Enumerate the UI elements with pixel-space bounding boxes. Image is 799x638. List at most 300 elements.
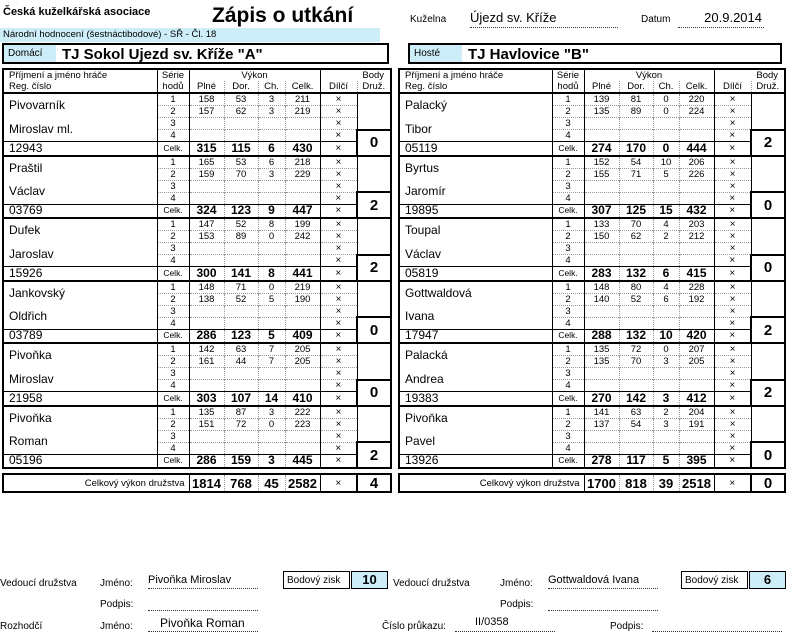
player-row xyxy=(399,406,785,419)
player-reg: 12943 xyxy=(3,142,157,156)
series-x: × xyxy=(320,118,357,130)
series-dor: 54 xyxy=(619,156,653,169)
series-plne xyxy=(189,305,224,317)
player-row xyxy=(399,142,785,156)
series-dor: 71 xyxy=(224,281,258,294)
series-celk: 212 xyxy=(679,231,714,243)
celk-label: Celk. xyxy=(552,204,584,218)
series-number: 1 xyxy=(552,218,584,231)
series-number: 1 xyxy=(552,281,584,294)
player-row xyxy=(3,343,391,356)
col-druz-header: Druž. xyxy=(357,81,391,93)
player-row xyxy=(399,267,785,281)
series-celk xyxy=(679,368,714,380)
series-plne xyxy=(584,118,619,130)
total-x: × xyxy=(714,392,751,406)
series-ch: 3 xyxy=(653,356,679,368)
player-row xyxy=(399,343,785,356)
total-x: × xyxy=(320,204,357,218)
total-x: × xyxy=(320,329,357,343)
team-total-plne: 1814 xyxy=(189,474,224,492)
col-dor-header: Dor. xyxy=(224,81,258,93)
series-celk xyxy=(679,430,714,442)
total-dor: 107 xyxy=(224,392,258,406)
series-x: × xyxy=(714,168,751,180)
series-dor: 53 xyxy=(224,156,258,169)
series-ch: 4 xyxy=(653,218,679,231)
series-plne xyxy=(584,442,619,454)
series-number: 4 xyxy=(552,192,584,204)
series-plne: 135 xyxy=(584,106,619,118)
player-points: 2 xyxy=(357,255,391,281)
series-celk xyxy=(679,255,714,267)
series-celk: 223 xyxy=(285,418,320,430)
series-ch: 3 xyxy=(258,406,285,419)
player-surname: Byrtus xyxy=(399,156,552,181)
series-celk xyxy=(285,305,320,317)
col-series-header: Série xyxy=(552,69,584,81)
series-celk xyxy=(679,118,714,130)
series-ch xyxy=(653,305,679,317)
player-points: 0 xyxy=(751,255,785,281)
total-ch: 14 xyxy=(258,392,285,406)
player-row xyxy=(399,180,785,192)
total-x: × xyxy=(714,329,751,343)
series-x: × xyxy=(714,430,751,442)
player-row xyxy=(3,267,391,281)
player-reg: 03769 xyxy=(3,204,157,218)
series-celk xyxy=(679,442,714,454)
series-number: 2 xyxy=(157,356,189,368)
series-ch: 10 xyxy=(653,156,679,169)
series-celk: 242 xyxy=(285,231,320,243)
series-dor: 87 xyxy=(224,406,258,419)
player-surname: Pivoňka xyxy=(399,406,552,431)
series-plne xyxy=(584,380,619,392)
series-celk: 203 xyxy=(679,218,714,231)
series-plne xyxy=(189,430,224,442)
col-reg-header: Reg. číslo xyxy=(399,81,552,93)
series-plne: 141 xyxy=(584,406,619,419)
total-plne: 283 xyxy=(584,267,619,281)
player-surname: Jankovský xyxy=(3,281,157,306)
card-label: Číslo průkazu: xyxy=(382,621,446,632)
series-plne: 150 xyxy=(584,231,619,243)
series-plne: 148 xyxy=(584,281,619,294)
total-plne: 324 xyxy=(189,204,224,218)
series-number: 3 xyxy=(552,430,584,442)
series-x: × xyxy=(714,442,751,454)
series-dor: 80 xyxy=(619,281,653,294)
series-dor xyxy=(619,317,653,329)
total-plne: 270 xyxy=(584,392,619,406)
series-plne xyxy=(189,442,224,454)
series-ch: 0 xyxy=(653,93,679,106)
series-x: × xyxy=(320,218,357,231)
total-x: × xyxy=(714,204,751,218)
celk-label: Celk. xyxy=(157,142,189,156)
series-ch xyxy=(258,180,285,192)
series-plne xyxy=(584,180,619,192)
series-ch xyxy=(258,255,285,267)
series-dor: 89 xyxy=(224,231,258,243)
series-plne xyxy=(584,192,619,204)
series-celk: 192 xyxy=(679,293,714,305)
series-celk xyxy=(679,317,714,329)
series-number: 2 xyxy=(552,418,584,430)
series-number: 2 xyxy=(552,293,584,305)
home-score-table xyxy=(2,68,392,493)
celk-label: Celk. xyxy=(157,204,189,218)
player-reg: 15926 xyxy=(3,267,157,281)
player-row xyxy=(3,368,391,380)
series-number: 1 xyxy=(157,406,189,419)
series-number: 3 xyxy=(157,243,189,255)
series-x: × xyxy=(320,343,357,356)
series-x: × xyxy=(320,106,357,118)
col-celk-header: Celk. xyxy=(285,81,320,93)
series-plne: 152 xyxy=(584,156,619,169)
total-celk: 412 xyxy=(679,392,714,406)
total-celk: 445 xyxy=(285,454,320,468)
series-dor: 52 xyxy=(224,293,258,305)
home-sign-label: Podpis: xyxy=(100,599,134,610)
total-dor: 125 xyxy=(619,204,653,218)
player-points: 0 xyxy=(357,317,391,343)
series-ch: 0 xyxy=(653,343,679,356)
series-ch xyxy=(653,243,679,255)
series-dor xyxy=(224,317,258,329)
series-plne: 157 xyxy=(189,106,224,118)
series-x: × xyxy=(320,418,357,430)
series-number: 3 xyxy=(157,180,189,192)
away-points-value: 6 xyxy=(749,571,786,589)
player-surname: Gottwaldová xyxy=(399,281,552,306)
series-x: × xyxy=(714,243,751,255)
series-x: × xyxy=(320,356,357,368)
series-number: 1 xyxy=(552,343,584,356)
player-row xyxy=(3,281,391,294)
col-body-header: Body xyxy=(320,69,391,81)
col-series-header: Série xyxy=(157,69,189,81)
player-row xyxy=(3,156,391,169)
player-reg: 05819 xyxy=(399,267,552,281)
series-ch: 0 xyxy=(258,281,285,294)
series-x: × xyxy=(320,255,357,267)
series-number: 2 xyxy=(552,168,584,180)
series-plne xyxy=(584,430,619,442)
player-row xyxy=(3,392,391,406)
home-leader-name: Pivoňka Miroslav xyxy=(148,574,258,589)
series-ch xyxy=(258,380,285,392)
series-dor: 62 xyxy=(619,231,653,243)
series-ch xyxy=(258,430,285,442)
series-number: 1 xyxy=(552,93,584,106)
series-ch: 4 xyxy=(653,281,679,294)
series-celk: 190 xyxy=(285,293,320,305)
series-number: 3 xyxy=(552,180,584,192)
page-title: Zápis o utkání xyxy=(212,4,354,27)
total-celk: 415 xyxy=(679,267,714,281)
series-dor xyxy=(224,243,258,255)
series-plne: 158 xyxy=(189,93,224,106)
series-number: 3 xyxy=(157,118,189,130)
series-number: 2 xyxy=(157,168,189,180)
series-dor xyxy=(224,380,258,392)
player-row xyxy=(3,454,391,468)
home-leader-label: Vedoucí družstva xyxy=(0,578,77,589)
series-dor xyxy=(619,305,653,317)
team-total-points: 4 xyxy=(357,474,391,492)
series-ch: 0 xyxy=(258,231,285,243)
total-plne: 286 xyxy=(189,454,224,468)
total-ch: 8 xyxy=(258,267,285,281)
series-ch xyxy=(653,317,679,329)
series-x: × xyxy=(320,442,357,454)
druz-empty xyxy=(751,343,785,380)
series-celk: 226 xyxy=(679,168,714,180)
series-ch: 3 xyxy=(653,418,679,430)
home-points-value: 10 xyxy=(351,571,388,589)
series-plne: 153 xyxy=(189,231,224,243)
series-number: 3 xyxy=(157,368,189,380)
series-number: 4 xyxy=(157,192,189,204)
total-dor: 132 xyxy=(619,267,653,281)
venue-value: Újezd sv. Kříže xyxy=(470,10,618,28)
total-dor: 117 xyxy=(619,454,653,468)
away-leader-name: Gottwaldová Ivana xyxy=(548,574,658,589)
series-x: × xyxy=(714,255,751,267)
series-x: × xyxy=(320,192,357,204)
total-celk: 410 xyxy=(285,392,320,406)
series-plne xyxy=(189,118,224,130)
col-plne-header: Plné xyxy=(584,81,619,93)
referee-name-label: Jméno: xyxy=(100,621,133,632)
player-row xyxy=(399,368,785,380)
series-x: × xyxy=(714,380,751,392)
total-plne: 288 xyxy=(584,329,619,343)
total-celk: 432 xyxy=(679,204,714,218)
team-total-points: 0 xyxy=(751,474,785,492)
series-celk xyxy=(285,118,320,130)
player-reg: 13926 xyxy=(399,454,552,468)
celk-label: Celk. xyxy=(552,267,584,281)
druz-empty xyxy=(751,218,785,255)
druz-empty xyxy=(751,406,785,443)
series-x: × xyxy=(714,231,751,243)
series-ch: 8 xyxy=(258,218,285,231)
away-team-name: TJ Havlovice "B" xyxy=(468,46,589,63)
away-leader-label: Vedoucí družstva xyxy=(393,578,470,589)
series-dor xyxy=(619,255,653,267)
player-row xyxy=(399,218,785,231)
player-firstname: Václav xyxy=(3,180,157,204)
series-celk: 207 xyxy=(679,343,714,356)
player-row xyxy=(3,93,391,106)
series-dor xyxy=(224,430,258,442)
series-celk: 218 xyxy=(285,156,320,169)
total-plne: 300 xyxy=(189,267,224,281)
series-number: 2 xyxy=(157,106,189,118)
series-dor xyxy=(224,118,258,130)
series-ch xyxy=(258,442,285,454)
series-dor xyxy=(619,130,653,142)
series-x: × xyxy=(320,281,357,294)
series-number: 4 xyxy=(157,255,189,267)
series-x: × xyxy=(320,243,357,255)
series-x: × xyxy=(714,356,751,368)
player-points: 2 xyxy=(751,380,785,406)
series-celk xyxy=(679,180,714,192)
player-row xyxy=(399,392,785,406)
series-celk xyxy=(285,380,320,392)
player-reg: 21958 xyxy=(3,392,157,406)
celk-label: Celk. xyxy=(552,142,584,156)
series-number: 1 xyxy=(552,406,584,419)
col-hodu-header: hodů xyxy=(157,81,189,93)
player-points: 0 xyxy=(751,442,785,468)
player-row xyxy=(399,243,785,255)
series-x: × xyxy=(320,93,357,106)
player-firstname: Miroslav ml. xyxy=(3,118,157,142)
col-dilci-header: Dílčí xyxy=(320,81,357,93)
series-dor xyxy=(619,243,653,255)
total-celk: 430 xyxy=(285,142,320,156)
col-dor-header: Dor. xyxy=(619,81,653,93)
total-plne: 315 xyxy=(189,142,224,156)
series-celk: 206 xyxy=(679,156,714,169)
series-plne: 135 xyxy=(189,406,224,419)
series-ch xyxy=(258,192,285,204)
series-number: 1 xyxy=(157,281,189,294)
player-row xyxy=(3,180,391,192)
player-surname: Dufek xyxy=(3,218,157,243)
series-dor: 72 xyxy=(619,343,653,356)
celk-label: Celk. xyxy=(552,329,584,343)
total-dor: 123 xyxy=(224,329,258,343)
series-number: 3 xyxy=(552,305,584,317)
series-ch: 7 xyxy=(258,343,285,356)
series-dor: 63 xyxy=(224,343,258,356)
player-reg: 19383 xyxy=(399,392,552,406)
player-firstname: Tibor xyxy=(399,118,552,142)
col-name-header: Příjmení a jméno hráče xyxy=(3,69,157,81)
col-celk-header: Celk. xyxy=(679,81,714,93)
col-hodu-header: hodů xyxy=(552,81,584,93)
series-number: 1 xyxy=(157,93,189,106)
series-plne xyxy=(189,180,224,192)
total-dor: 141 xyxy=(224,267,258,281)
col-name-header: Příjmení a jméno hráče xyxy=(399,69,552,81)
series-ch: 0 xyxy=(258,418,285,430)
player-row xyxy=(3,218,391,231)
player-reg: 05119 xyxy=(399,142,552,156)
series-celk xyxy=(285,430,320,442)
series-celk: 205 xyxy=(679,356,714,368)
series-plne: 137 xyxy=(584,418,619,430)
col-vykon-header: Výkon xyxy=(189,69,320,81)
player-surname: Palacká xyxy=(399,343,552,368)
player-surname: Toupal xyxy=(399,218,552,243)
series-plne: 135 xyxy=(584,343,619,356)
series-dor xyxy=(224,442,258,454)
away-tag: Hosté xyxy=(410,45,462,62)
series-ch: 6 xyxy=(258,156,285,169)
team-total-x: × xyxy=(714,474,751,492)
series-plne: 147 xyxy=(189,218,224,231)
team-total-plne: 1700 xyxy=(584,474,619,492)
series-dor: 44 xyxy=(224,356,258,368)
series-number: 1 xyxy=(157,343,189,356)
series-dor xyxy=(619,180,653,192)
player-row xyxy=(399,156,785,169)
series-celk: 205 xyxy=(285,343,320,356)
series-plne: 142 xyxy=(189,343,224,356)
series-ch xyxy=(653,368,679,380)
series-number: 2 xyxy=(552,106,584,118)
team-total-label: Celkový výkon družstva xyxy=(399,474,584,492)
total-plne: 286 xyxy=(189,329,224,343)
home-points-label: Bodový zisk xyxy=(283,571,350,589)
total-ch: 15 xyxy=(653,204,679,218)
series-number: 4 xyxy=(157,442,189,454)
player-row xyxy=(399,454,785,468)
player-row xyxy=(3,406,391,419)
druz-empty xyxy=(751,281,785,318)
player-points: 2 xyxy=(357,192,391,218)
player-row xyxy=(3,142,391,156)
series-celk: 211 xyxy=(285,93,320,106)
series-celk xyxy=(285,192,320,204)
total-celk: 447 xyxy=(285,204,320,218)
series-number: 2 xyxy=(157,231,189,243)
series-x: × xyxy=(714,192,751,204)
series-plne xyxy=(189,255,224,267)
team-total-dor: 768 xyxy=(224,474,258,492)
total-celk: 420 xyxy=(679,329,714,343)
col-ch-header: Ch. xyxy=(653,81,679,93)
player-row xyxy=(399,93,785,106)
referee-label: Rozhodčí xyxy=(0,621,43,632)
series-ch xyxy=(258,243,285,255)
series-plne: 161 xyxy=(189,356,224,368)
series-number: 4 xyxy=(552,380,584,392)
col-reg-header: Reg. číslo xyxy=(3,81,157,93)
series-ch: 7 xyxy=(258,356,285,368)
series-celk: 222 xyxy=(285,406,320,419)
player-firstname: Roman xyxy=(3,430,157,454)
celk-label: Celk. xyxy=(157,454,189,468)
series-number: 3 xyxy=(157,305,189,317)
series-ch xyxy=(653,380,679,392)
series-plne xyxy=(189,317,224,329)
series-number: 2 xyxy=(552,231,584,243)
series-celk: 219 xyxy=(285,106,320,118)
series-dor: 89 xyxy=(619,106,653,118)
series-dor: 52 xyxy=(224,218,258,231)
series-x: × xyxy=(714,281,751,294)
series-celk xyxy=(679,192,714,204)
player-points: 2 xyxy=(751,317,785,343)
player-surname: Pivoňka xyxy=(3,406,157,431)
series-ch: 5 xyxy=(653,168,679,180)
player-firstname: Miroslav xyxy=(3,368,157,392)
player-points: 0 xyxy=(357,380,391,406)
series-dor xyxy=(619,442,653,454)
series-ch xyxy=(258,130,285,142)
series-celk: 204 xyxy=(679,406,714,419)
series-plne xyxy=(189,368,224,380)
